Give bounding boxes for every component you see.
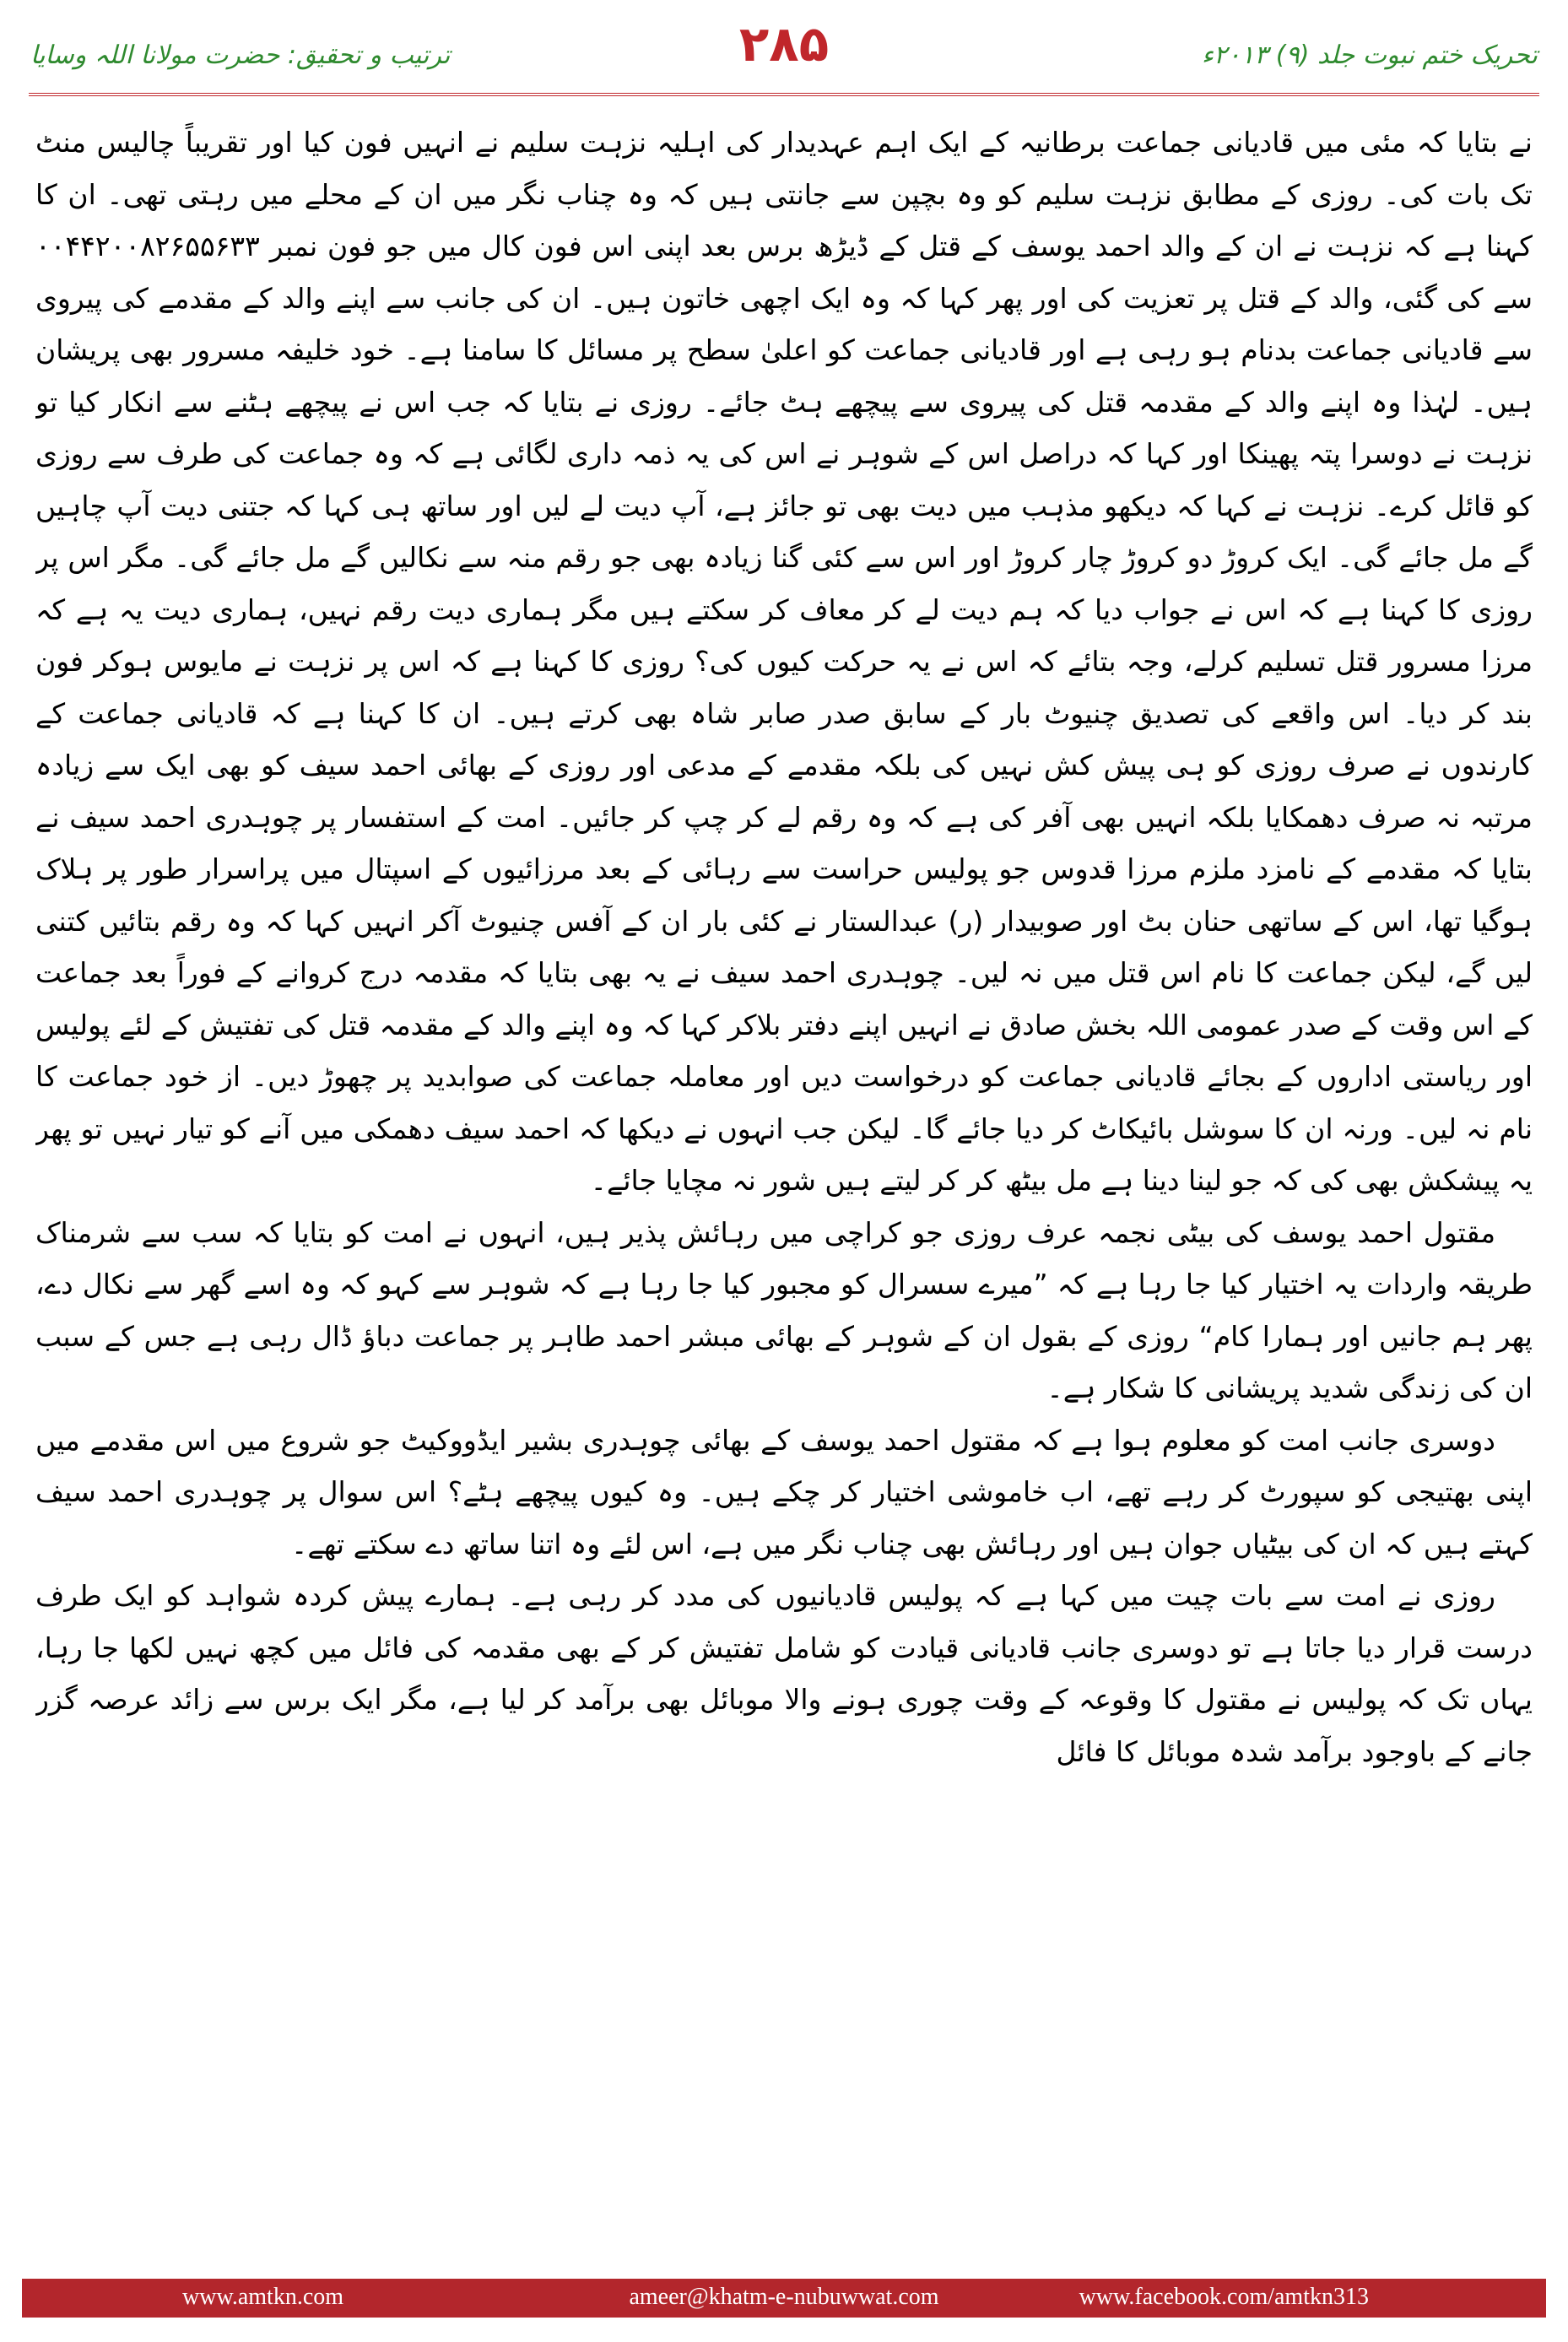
facebook-link[interactable]: www.facebook.com/amtkn313 (1079, 2284, 1369, 2310)
paragraph: دوسری جانب امت کو معلوم ہوا ہے کہ مقتول احمد یوسف کے بھائی چوہدری بشیر ایڈووکیٹ جو شروع میں اس مقدمے میں اپنی بھتیجی کو سپورٹ کر رہے تھے، اب خاموشی اختیار کر چکے ہیں۔ وہ کیوں پیچھے ہٹے؟ اس سوال پر چوہدری احمد سیف کہتے ہیں کہ ان کی بیٹیاں جوان ہیں اور رہائش بھی چناب نگر میں ہے، اس لئے وہ اتنا ساتھ دے سکتے تھے۔ (35, 1423, 1533, 1560)
book-title: تحریک ختم نبوت جلد (۹) ۲۰۱۳ء (1201, 41, 1538, 70)
article-body (35, 116, 1533, 2209)
page-footer (0, 2279, 1568, 2342)
header-divider (29, 93, 1539, 96)
compiler-credit: ترتیب و تحقیق: حضرت مولانا اللہ وسایا (30, 41, 451, 70)
paragraph: نے بتایا کہ مئی میں قادیانی جماعت برطانیہ کے ایک اہم عہدیدار کی اہلیہ نزہت سلیم نے انہیں فون کیا اور تقریباً چالیس منٹ تک بات کی۔ روزی کے مطابق نزہت سلیم کو وہ بچپن سے جانتی ہیں کہ وہ چناب نگر میں ان کے محلے میں رہتی تھی۔ ان کا کہنا ہے کہ نزہت نے ان کے والد احمد یوسف کے قتل کے ڈیڑھ برس بعد اپنی اس فون کال میں جو فون نمبر ۰۰۴۴۲۰۰۸۲۶۵۵۶۳۳ سے کی گئی، والد کے قتل پر تعزیت کی اور پھر کہا کہ وہ ایک اچھی خاتون ہیں۔ ان کی جانب سے اپنے والد کے مقدمے کی پیروی سے قادیانی جماعت بدنام ہو رہی ہے اور قادیانی جماعت کو اعلیٰ سطح پر مسائل کا سامنا ہے۔ خود خلیفہ مسرور بھی پریشان ہیں۔ لہٰذا وہ اپنے والد کے مقدمہ قتل کی پیروی سے پیچھے ہٹ جائے۔ روزی نے بتایا کہ جب اس نے پیچھے ہٹنے سے انکار کیا تو نزہت نے دوسرا پتہ پھینکا اور کہا کہ دراصل اس کے شوہر نے اس کی یہ ذمہ داری لگائی ہے کہ وہ جماعت کی طرف سے روزی کو قائل کرے۔ نزہت نے کہا کہ دیکھو مذہب میں دیت بھی تو جائز ہے، آپ دیت لے لیں اور ساتھ ہی کہا کہ جتنی دیت آپ چاہیں گے مل جائے گی۔ ایک کروڑ دو کروڑ چار کروڑ اور اس سے کئی گنا زیادہ بھی جو رقم منہ سے نکالیں گے مل جائے گی۔ مگر اس پر روزی کا کہنا ہے کہ اس نے جواب دیا کہ ہم دیت لے کر معاف کر سکتے ہیں مگر ہماری دیت رقم نہیں، ہماری دیت یہ ہے کہ مرزا مسرور قتل تسلیم کرلے، وجہ بتائے کہ اس نے یہ حرکت کیوں کی؟ روزی کا کہنا ہے کہ اس پر نزہت نے مایوس ہوکر فون بند کر دیا۔ اس واقعے کی تصدیق چنیوٹ بار کے سابق صدر صابر شاہ بھی کرتے ہیں۔ ان کا کہنا ہے کہ قادیانی جماعت کے کارندوں نے صرف روزی کو ہی پیش کش نہیں کی بلکہ مقدمے کے مدعی اور روزی کے بھائی احمد سیف کو بھی ایک سے زیادہ مرتبہ نہ صرف دھمکایا بلکہ انہیں بھی آفر کی ہے کہ وہ رقم لے کر چپ کر جائیں۔ امت کے استفسار پر چوہدری احمد سیف نے بتایا کہ مقدمے کے نامزد ملزم مرزا قدوس جو پولیس حراست سے رہائی کے بعد مرزائیوں کے اسپتال میں پراسرار طور پر ہلاک ہوگیا تھا، اس کے ساتھی حنان بٹ اور صوبیدار (ر) عبدالستار نے کئی بار ان کے آفس چنیوٹ آکر انہیں کہا کہ وہ رقم بتائیں کتنی لیں گے، لیکن جماعت کا نام اس قتل میں نہ لیں۔ چوہدری احمد سیف نے یہ بھی بتایا کہ مقدمہ درج کروانے کے فوراً بعد جماعت کے اس وقت کے صدر عمومی اللہ بخش صادق نے انہیں اپنے دفتر بلاکر کہا کہ وہ اپنے والد کے مقدمہ قتل کی تفتیش کے لئے پولیس اور ریاستی اداروں کے بجائے قادیانی جماعت کو درخواست دیں اور معاملہ جماعت کی صوابدید پر چھوڑ دیں۔ از خود جماعت کا نام نہ لیں۔ ورنہ ان کا سوشل بائیکاٹ کر دیا جائے گا۔ لیکن جب انہوں نے دیکھا کہ احمد سیف دھمکی میں آنے کو تیار نہیں تو پھر یہ پیشکش بھی کی کہ جو لینا دینا ہے مل بیٹھ کر کر لیتے ہیں شور نہ مچایا جائے۔ (35, 126, 1533, 1197)
page-number: ۲۸۵ (738, 15, 830, 73)
email-link[interactable]: ameer@khatm-e-nubuwwat.com (629, 2284, 939, 2310)
paragraph: روزی نے امت سے بات چیت میں کہا ہے کہ پولیس قادیانیوں کی مدد کر رہی ہے۔ ہمارے پیش کردہ شواہد کو ایک طرف درست قرار دیا جاتا ہے تو دوسری جانب قادیانی قیادت کو شامل تفتیش کر کے بھی مقدمہ کی فائل میں کچھ نہیں لکھا جا رہا، یہاں تک کہ پولیس نے مقتول کا وقوعہ کے وقت چوری ہونے والا موبائل بھی برآمد کر لیا ہے، مگر ایک برس سے زائد عرصہ گزر جانے کے باوجود برآمد شدہ موبائل کا فائل (35, 1579, 1533, 1768)
paragraph: مقتول احمد یوسف کی بیٹی نجمہ عرف روزی جو کراچی میں رہائش پذیر ہیں، انہوں نے امت کو بتایا کہ سب سے شرمناک طریقہ واردات یہ اختیار کیا جا رہا ہے کہ ”میرے سسرال کو مجبور کیا جا رہا ہے کہ شوہر سے کہو کہ وہ اسے گھر سے نکال دے، پھر ہم جانیں اور ہمارا کام“ روزی کے بقول ان کے شوہر کے بھائی مبشر احمد طاہر پر جماعت دباؤ ڈال رہی ہے جس کے سبب ان کی زندگی شدید پریشانی کا شکار ہے۔ (35, 1215, 1533, 1404)
footer-bar (22, 2279, 1546, 2318)
page-header (0, 0, 1568, 110)
website-link[interactable]: www.amtkn.com (182, 2284, 344, 2310)
